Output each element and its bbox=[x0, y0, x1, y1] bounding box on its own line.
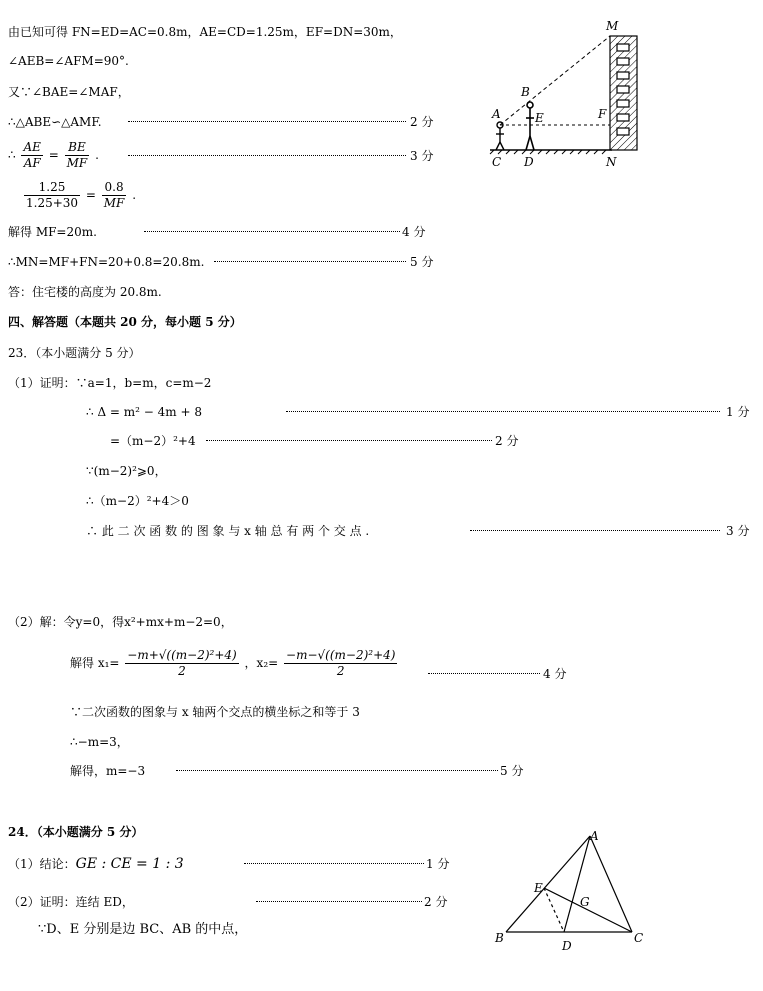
score-mark: 3 分 bbox=[410, 149, 434, 163]
observer-tall bbox=[526, 102, 534, 150]
segment-ED bbox=[544, 888, 564, 932]
s22-line-1: 由已知可得 FN=ED=AC=0.8m，AE=CD=1.25m，EF=DN=30m， bbox=[8, 25, 402, 39]
s22-line-4: ∴△ABE∽△AMF. bbox=[8, 115, 102, 129]
leader-dots bbox=[176, 770, 498, 771]
label-N: N bbox=[606, 155, 617, 169]
score-mark: 1 分 bbox=[726, 405, 750, 419]
leader-dots bbox=[470, 530, 720, 531]
s22-answer: 答：住宅楼的高度为 20.8m. bbox=[8, 285, 162, 299]
leader-dots bbox=[244, 863, 424, 864]
s22-line-3: 又∵∠BAE=∠MAF， bbox=[8, 85, 130, 99]
score-mark: 3 分 bbox=[726, 524, 750, 538]
score-mark: 4 分 bbox=[402, 225, 426, 239]
q23-conclusion: ∴ 此 二 次 函 数 的 图 象 与 x 轴 总 有 两 个 交 点 . bbox=[86, 524, 370, 538]
score-mark: 5 分 bbox=[500, 764, 524, 778]
building-windows bbox=[617, 44, 629, 135]
q23-nonneg: ∵(m−2)²⩾0， bbox=[86, 464, 167, 478]
observer-small bbox=[496, 122, 504, 150]
q23-discriminant: ∴ Δ = m² − 4m + 8 bbox=[86, 405, 203, 419]
q23-discriminant-2: =（m−2）²+4 bbox=[110, 434, 196, 448]
q24-proof-start: （2）证明：连结 ED， bbox=[8, 895, 134, 909]
score-mark: 1 分 bbox=[426, 857, 450, 871]
score-mark: 4 分 bbox=[543, 667, 567, 681]
label-F: F bbox=[598, 107, 607, 121]
leader-dots bbox=[286, 411, 720, 412]
leader-dots bbox=[128, 155, 406, 156]
figure2-labels bbox=[494, 829, 643, 953]
q23-part2: （2）解：令y=0，得x²+mx+m−2=0， bbox=[8, 615, 233, 629]
s22-line-8: ∴MN=MF+FN=20+0.8=20.8m. bbox=[8, 255, 205, 269]
side-AC bbox=[590, 836, 632, 932]
leader-dots bbox=[256, 901, 422, 902]
score-mark: 2 分 bbox=[424, 895, 448, 909]
label-B: B bbox=[495, 931, 504, 945]
sight-line-AM bbox=[500, 36, 610, 125]
label-C: C bbox=[492, 155, 502, 169]
q23-heading: 23．（本小题满分 5 分） bbox=[8, 346, 141, 360]
q23-sum-eq: ∴−m=3， bbox=[70, 735, 129, 749]
s22-line-7: 解得 MF=20m. bbox=[8, 225, 97, 239]
label-D: D bbox=[562, 939, 572, 953]
q23-result: 解得，m=−3 bbox=[70, 764, 146, 778]
leader-dots bbox=[128, 121, 406, 122]
figure1-labels bbox=[491, 19, 619, 169]
q24-conclusion: （1）结论：GE : CE = 1 : 3 bbox=[8, 856, 184, 872]
label-C: C bbox=[634, 931, 644, 945]
q24-heading: 24．（本小题满分 5 分） bbox=[8, 825, 144, 839]
leader-dots bbox=[206, 440, 492, 441]
label-E: E bbox=[534, 881, 543, 895]
label-E: E bbox=[535, 111, 544, 125]
leader-dots bbox=[144, 231, 400, 232]
q23-part1: （1）证明：∵a=1，b=m，c=m−2 bbox=[8, 376, 212, 390]
score-mark: 2 分 bbox=[410, 115, 434, 129]
s22-ratio-2: $\frac{1.25}{1.25+30}$ = $\frac{0.8}{MF}$ . bbox=[26, 180, 137, 210]
label-A: A bbox=[492, 107, 501, 121]
building-figure bbox=[484, 14, 644, 172]
q23-sum-condition: ∵二次函数的图象与 x 轴两个交点的横坐标之和等于 3 bbox=[70, 705, 360, 719]
leader-dots bbox=[428, 673, 540, 674]
s22-line-2: ∠AEB=∠AFM=90°. bbox=[8, 54, 129, 68]
q24-midpoints: ∵D、E 分别是边 BC、AB 的中点， bbox=[38, 922, 248, 937]
section-heading: 四、解答题（本题共 20 分，每小题 5 分） bbox=[8, 315, 242, 329]
label-G: G bbox=[580, 895, 590, 909]
score-mark: 2 分 bbox=[495, 434, 519, 448]
q23-positive: ∴（m−2）²+4＞0 bbox=[86, 494, 189, 508]
leader-dots bbox=[214, 261, 406, 262]
label-M: M bbox=[606, 19, 619, 33]
label-D: D bbox=[524, 155, 534, 169]
s22-ratio-1: ∴ $\frac{AE}{AF}$ = $\frac{BE}{MF}$ . bbox=[8, 140, 99, 170]
label-A: A bbox=[590, 829, 599, 843]
triangle-figure bbox=[490, 828, 650, 956]
label-B: B bbox=[521, 85, 530, 99]
q23-roots: 解得 x₁= $\frac{\text{−m+√((m−2)²+4)}}{2}$ ，x₂= $\frac{\text{−m−√((m−2)²+4)}}{2}$ bbox=[70, 648, 396, 678]
score-mark: 5 分 bbox=[410, 255, 434, 269]
